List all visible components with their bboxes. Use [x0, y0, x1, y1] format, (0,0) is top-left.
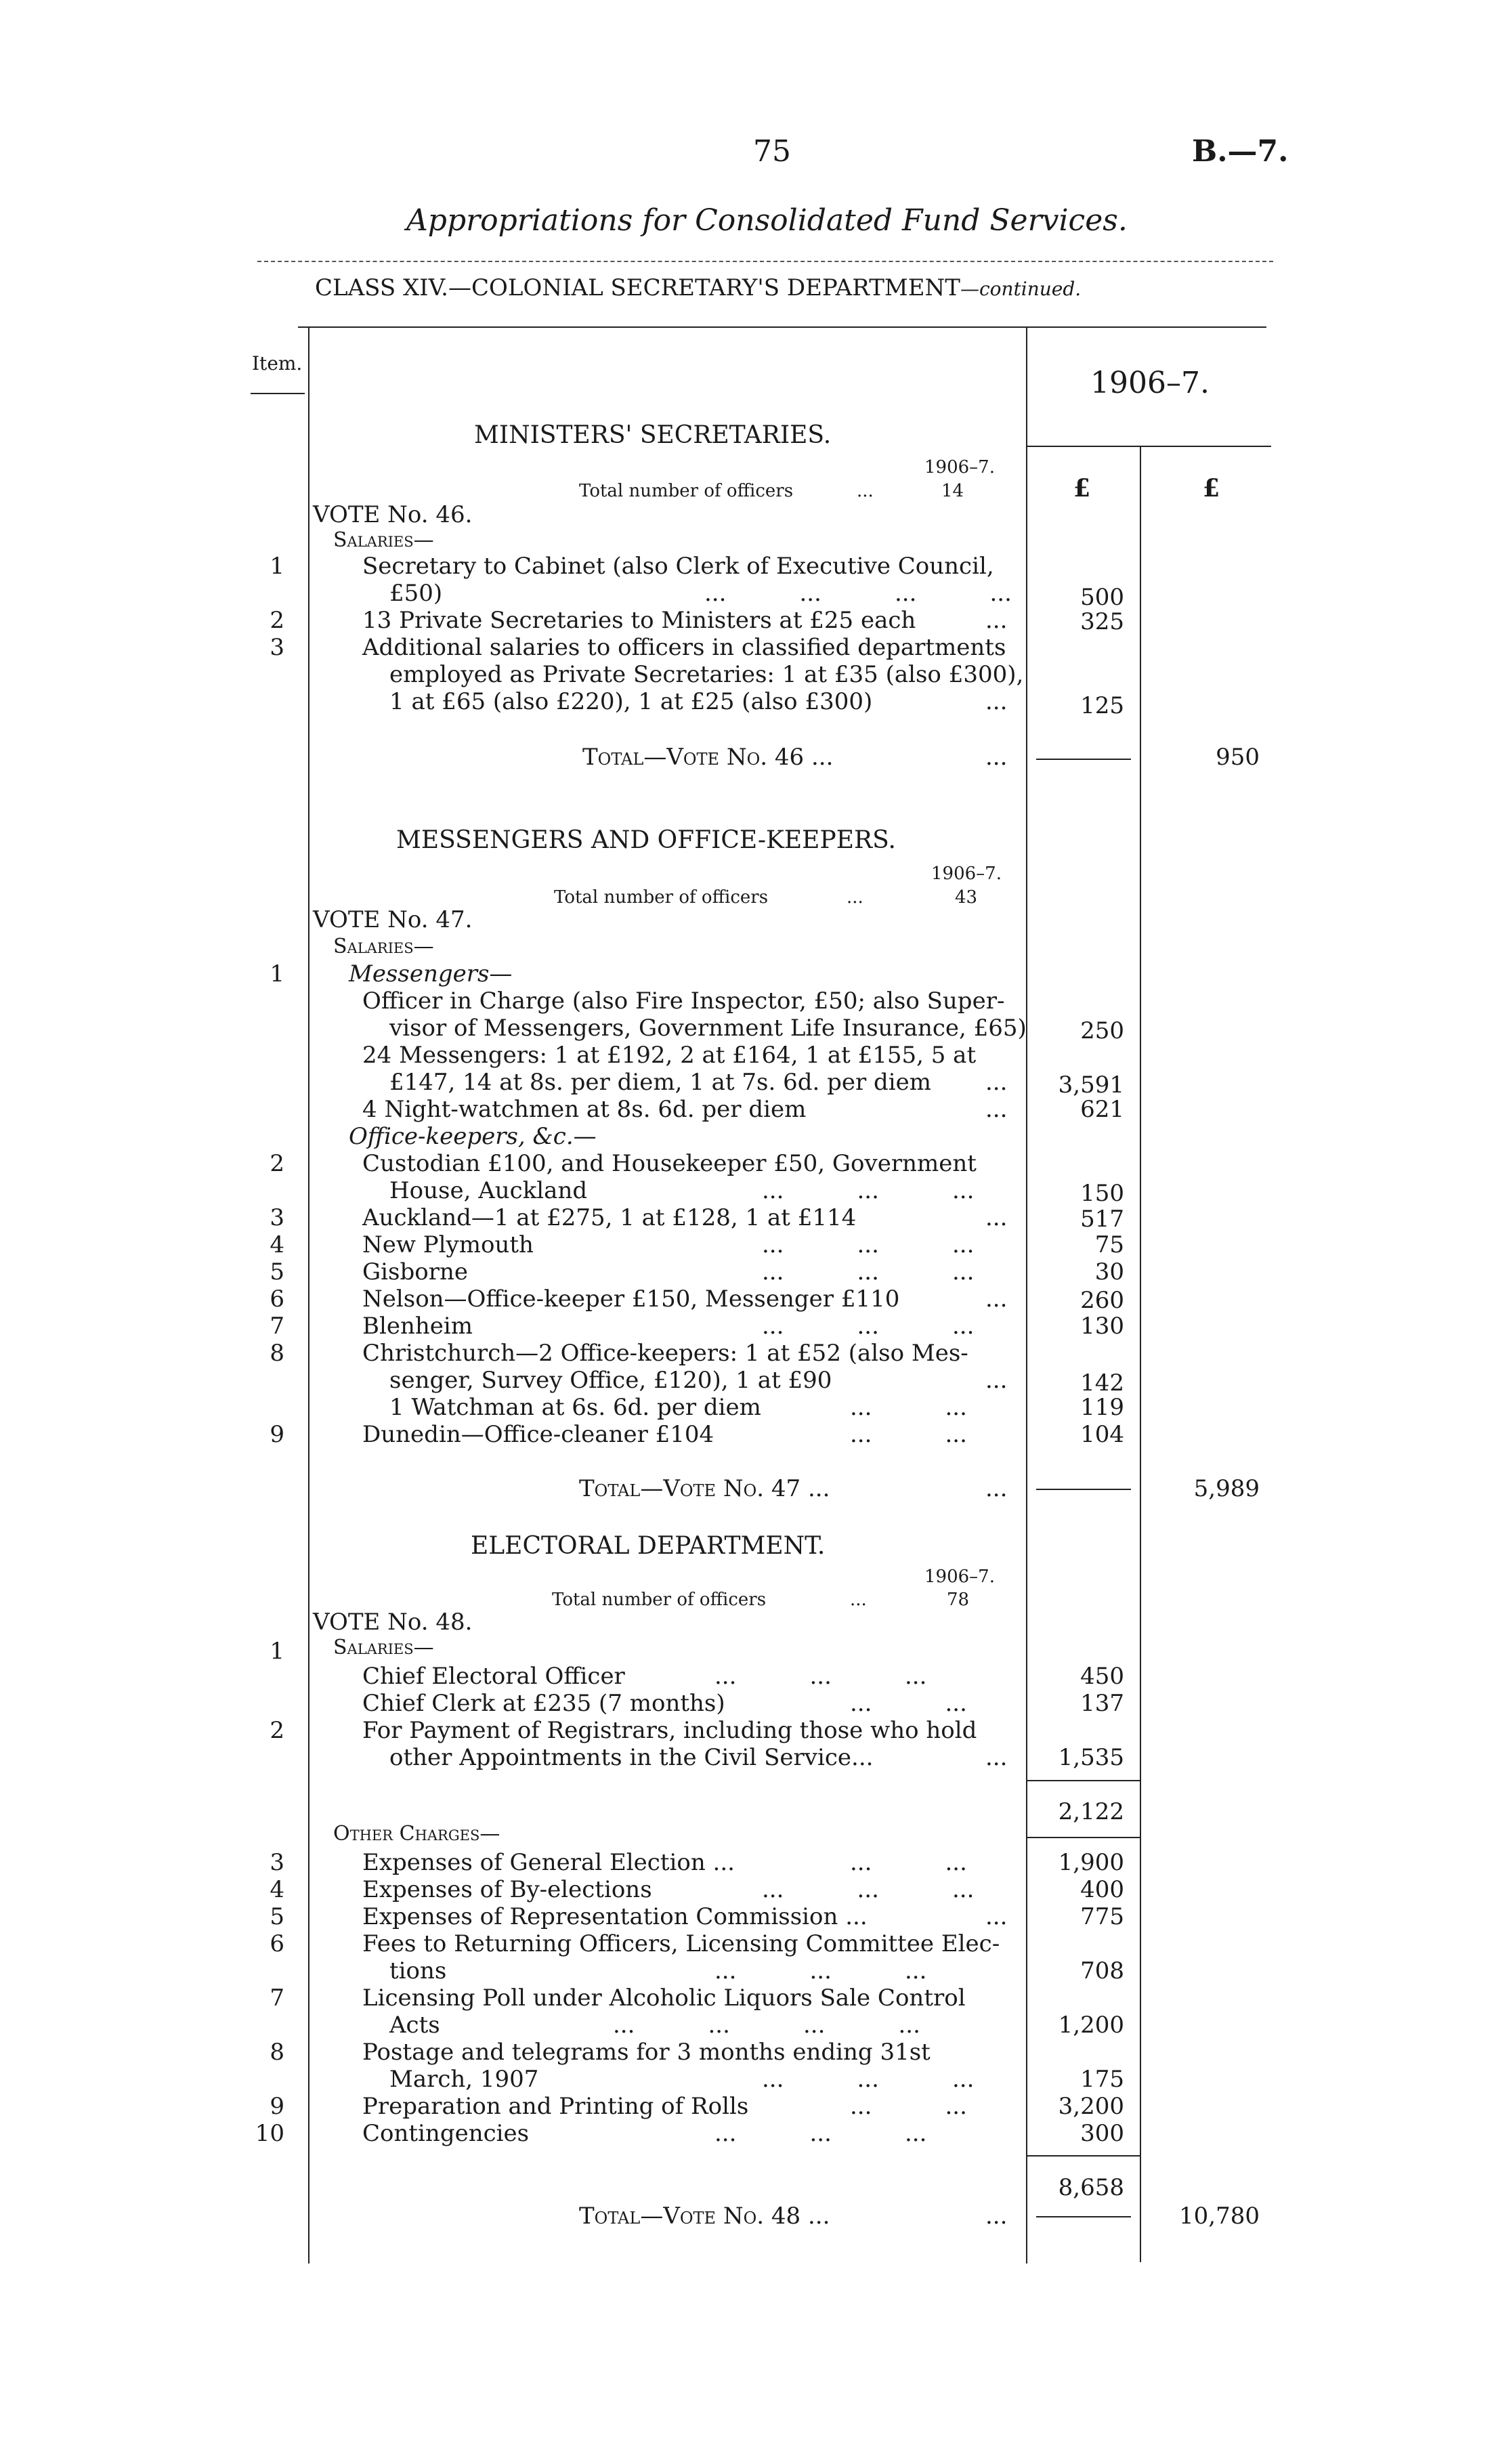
- line-text: Expenses of General Election ...: [362, 1849, 735, 1876]
- subheading-office-keepers: Office-keepers, &c.—: [349, 1123, 597, 1150]
- line-text: £147, 14 at 8s. per diem, 1 at 7s. 6d. per diem: [389, 1069, 932, 1096]
- line-text: £50): [389, 580, 443, 607]
- year-header-rule: [1027, 446, 1271, 447]
- amount: 300: [1080, 2120, 1124, 2147]
- leader-dots: ... ... ...: [714, 2120, 927, 2147]
- year-column-header: 1906–7.: [1090, 366, 1210, 400]
- item-number: 6: [270, 1930, 284, 1957]
- vote-number: VOTE No. 46.: [313, 501, 473, 528]
- charges-subtotal: 8,658: [1058, 2174, 1124, 2201]
- item-number: 8: [270, 2039, 284, 2066]
- total-rule: [1036, 759, 1131, 760]
- amount: 517: [1080, 1206, 1124, 1233]
- class-heading: [315, 274, 1081, 301]
- item-number: 7: [270, 1313, 284, 1340]
- column-divider-left: [308, 326, 309, 2264]
- line-text: Chief Clerk at £235 (7 months): [362, 1690, 725, 1717]
- item-number: 1: [270, 553, 284, 580]
- vote-total: 10,780: [1179, 2203, 1260, 2230]
- officers-count: 78: [947, 1590, 970, 1610]
- class-line: CLASS XIV.—COLONIAL SECRETARY'S DEPARTMENT: [315, 274, 960, 301]
- subheading-messengers: Messengers—: [349, 960, 513, 987]
- officers-dots: ...: [847, 887, 863, 908]
- vote-total-label: Total—Vote No. 46 ...: [582, 744, 834, 771]
- vote-number: VOTE No. 47.: [313, 906, 473, 933]
- amount: 1,900: [1058, 1849, 1124, 1876]
- item-number: 5: [270, 1258, 284, 1286]
- line-text: House, Auckland: [389, 1177, 588, 1204]
- leader-dots: ...: [985, 1475, 1008, 1502]
- leader-dots: ...: [985, 744, 1008, 771]
- pound-sign-detail: £: [1073, 474, 1091, 503]
- class-continued: —continued.: [960, 278, 1082, 300]
- leader-dots: ... ...: [850, 1394, 967, 1421]
- amount: 260: [1080, 1287, 1124, 1314]
- section-heading-electoral: ELECTORAL DEPARTMENT.: [471, 1532, 826, 1560]
- leader-dots: ... ...: [850, 1849, 967, 1876]
- amount: 708: [1080, 1957, 1124, 1984]
- officers-year: 1906–7.: [931, 864, 1002, 884]
- item-number: 6: [270, 1286, 284, 1313]
- amount: 119: [1080, 1394, 1124, 1421]
- item-label-rule: [251, 393, 305, 394]
- leader-dots: ... ... ...: [762, 1313, 975, 1340]
- amount: 621: [1080, 1096, 1124, 1123]
- line-text: Blenheim: [362, 1313, 473, 1340]
- total-rule: [1036, 1489, 1131, 1490]
- leader-dots: ...: [985, 1096, 1008, 1123]
- vote-total-label: Total—Vote No. 47 ...: [579, 1475, 830, 1502]
- leader-dots: ...: [985, 1744, 1008, 1771]
- amount: 450: [1080, 1663, 1124, 1690]
- section-heading-ministers-secretaries: MINISTERS' SECRETARIES.: [474, 421, 832, 449]
- leader-dots: ... ... ... ...: [704, 580, 1012, 607]
- leader-dots: ... ...: [850, 1421, 967, 1448]
- amount: 775: [1080, 1903, 1124, 1930]
- leader-dots: ...: [985, 2203, 1008, 2230]
- pound-sign-total: £: [1203, 474, 1220, 503]
- line-text: Officer in Charge (also Fire Inspector, £50; also Super-: [362, 987, 1005, 1015]
- leader-dots: ...: [985, 1903, 1008, 1930]
- leader-dots: ... ... ...: [762, 1876, 975, 1903]
- amount: 1,535: [1058, 1744, 1124, 1771]
- amount: 3,200: [1058, 2093, 1124, 2120]
- subtotal-rule-bottom: [1027, 1837, 1140, 1838]
- line-text: Nelson—Office-keeper £150, Messenger £110: [362, 1286, 900, 1313]
- line-text: Custodian £100, and Housekeeper £50, Government: [362, 1150, 977, 1177]
- leader-dots: ... ... ...: [762, 1231, 975, 1258]
- vote-total-label: Total—Vote No. 48 ...: [579, 2203, 830, 2230]
- subtotal-rule: [1027, 1780, 1140, 1781]
- item-number: 10: [255, 2120, 284, 2147]
- item-number: 7: [270, 1984, 284, 2012]
- leader-dots: ... ... ...: [762, 1177, 975, 1204]
- line-text: Chief Electoral Officer: [362, 1663, 625, 1690]
- salary-subtotal: 2,122: [1058, 1798, 1124, 1825]
- item-number: 3: [270, 1849, 284, 1876]
- item-number: 9: [270, 2093, 284, 2120]
- amount: 1,200: [1058, 2012, 1124, 2039]
- officers-year: 1906–7.: [924, 1567, 995, 1587]
- officers-count: 14: [941, 481, 964, 501]
- amount: 104: [1080, 1421, 1124, 1448]
- line-text: other Appointments in the Civil Service...: [389, 1744, 874, 1771]
- line-text: Acts: [389, 2012, 440, 2039]
- line-text: 1 at £65 (also £220), 1 at £25 (also £300): [389, 688, 873, 715]
- officers-dots: ...: [857, 481, 874, 501]
- officers-dots: ...: [850, 1590, 867, 1610]
- leader-dots: ... ... ...: [714, 1663, 927, 1690]
- item-number: 9: [270, 1421, 284, 1448]
- leader-dots: ...: [985, 688, 1008, 715]
- vote-total: 950: [1216, 744, 1260, 771]
- line-text: employed as Private Secretaries: 1 at £35 (also £300),: [389, 661, 1024, 688]
- amount: 142: [1080, 1369, 1124, 1397]
- amount: 125: [1080, 692, 1124, 719]
- page-title: Appropriations for Consolidated Fund Services.: [406, 203, 1128, 238]
- line-text: For Payment of Registrars, including those who hold: [362, 1717, 977, 1744]
- section-heading-messengers: MESSENGERS AND OFFICE-KEEPERS.: [396, 826, 896, 854]
- amount: 500: [1080, 584, 1124, 611]
- item-number: 1: [270, 960, 284, 987]
- line-text: senger, Survey Office, £120), 1 at £90: [389, 1367, 832, 1394]
- officers-label: Total number of officers: [579, 481, 794, 501]
- line-text: March, 1907: [389, 2066, 539, 2093]
- header-rule-top: [257, 261, 1273, 262]
- item-column-label: Item.: [252, 352, 303, 375]
- amount: 30: [1094, 1258, 1124, 1286]
- amount: 3,591: [1058, 1071, 1124, 1099]
- line-text: tions: [389, 1957, 447, 1984]
- item-number: 4: [270, 1876, 284, 1903]
- leader-dots: ...: [985, 1286, 1008, 1313]
- item-number: 3: [270, 1204, 284, 1231]
- salaries-label: Salaries—: [333, 935, 434, 958]
- line-text: Expenses of By-elections: [362, 1876, 652, 1903]
- amount: 130: [1080, 1313, 1124, 1340]
- amount: 137: [1080, 1690, 1124, 1717]
- amount: 400: [1080, 1876, 1124, 1903]
- line-text: Additional salaries to officers in classified departments: [362, 634, 1006, 661]
- leader-dots: ... ...: [850, 2093, 967, 2120]
- leader-dots: ...: [985, 1069, 1008, 1096]
- officers-label: Total number of officers: [554, 887, 769, 908]
- leader-dots: ... ... ... ...: [613, 2012, 920, 2039]
- line-text: 24 Messengers: 1 at £192, 2 at £164, 1 at £155, 5 at: [362, 1042, 977, 1069]
- line-text: New Plymouth: [362, 1231, 534, 1258]
- item-number: 1: [270, 1638, 284, 1665]
- line-text: Gisborne: [362, 1258, 468, 1286]
- item-number: 8: [270, 1340, 284, 1367]
- line-text: Christchurch—2 Office-keepers: 1 at £52 (also Mes-: [362, 1340, 968, 1367]
- amount: 150: [1080, 1180, 1124, 1207]
- document-reference: B.—7.: [1192, 134, 1289, 169]
- column-divider-right: [1140, 447, 1141, 2262]
- leader-dots: ... ... ...: [714, 1957, 927, 1984]
- line-text: 1 Watchman at 6s. 6d. per diem: [389, 1394, 761, 1421]
- leader-dots: ... ... ...: [762, 1258, 975, 1286]
- line-text: Licensing Poll under Alcoholic Liquors Sale Control: [362, 1984, 966, 2012]
- item-number: 3: [270, 634, 284, 661]
- item-number: 2: [270, 1717, 284, 1744]
- amount: 250: [1080, 1017, 1124, 1044]
- item-number: 2: [270, 1150, 284, 1177]
- line-text: Contingencies: [362, 2120, 530, 2147]
- officers-count: 43: [955, 887, 978, 908]
- line-text: Auckland—1 at £275, 1 at £128, 1 at £114: [362, 1204, 857, 1231]
- vote-number: VOTE No. 48.: [313, 1609, 473, 1636]
- salaries-label: Salaries—: [333, 1636, 434, 1659]
- leader-dots: ...: [985, 1204, 1008, 1231]
- salaries-label: Salaries—: [333, 528, 434, 552]
- officers-year: 1906–7.: [924, 457, 995, 477]
- vote-total: 5,989: [1193, 1475, 1260, 1502]
- officers-label: Total number of officers: [552, 1590, 767, 1610]
- header-rule-bottom: [298, 326, 1266, 328]
- line-text: 13 Private Secretaries to Ministers at £25 each: [362, 607, 916, 634]
- total-rule: [1036, 2216, 1131, 2217]
- line-text: Expenses of Representation Commission ...: [362, 1903, 868, 1930]
- line-text: Dunedin—Office-cleaner £104: [362, 1421, 714, 1448]
- subtotal-rule: [1027, 2155, 1140, 2157]
- leader-dots: ... ... ...: [762, 2066, 975, 2093]
- line-text: Secretary to Cabinet (also Clerk of Executive Council,: [362, 553, 994, 580]
- leader-dots: ...: [985, 607, 1008, 634]
- line-text: visor of Messengers, Government Life Insurance, £65): [389, 1015, 1027, 1042]
- item-number: 5: [270, 1903, 284, 1930]
- amount: 175: [1080, 2066, 1124, 2093]
- item-number: 4: [270, 1231, 284, 1258]
- amount: 75: [1094, 1231, 1124, 1258]
- other-charges-label: Other Charges—: [333, 1822, 500, 1846]
- line-text: Postage and telegrams for 3 months ending 31st: [362, 2039, 931, 2066]
- item-number: 2: [270, 607, 284, 634]
- leader-dots: ...: [985, 1367, 1008, 1394]
- line-text: Preparation and Printing of Rolls: [362, 2093, 749, 2120]
- page-number: 75: [753, 134, 791, 169]
- line-text: 4 Night-watchmen at 8s. 6d. per diem: [362, 1096, 807, 1123]
- leader-dots: ... ...: [850, 1690, 967, 1717]
- amount: 325: [1080, 608, 1124, 635]
- line-text: Fees to Returning Officers, Licensing Committee Elec-: [362, 1930, 1000, 1957]
